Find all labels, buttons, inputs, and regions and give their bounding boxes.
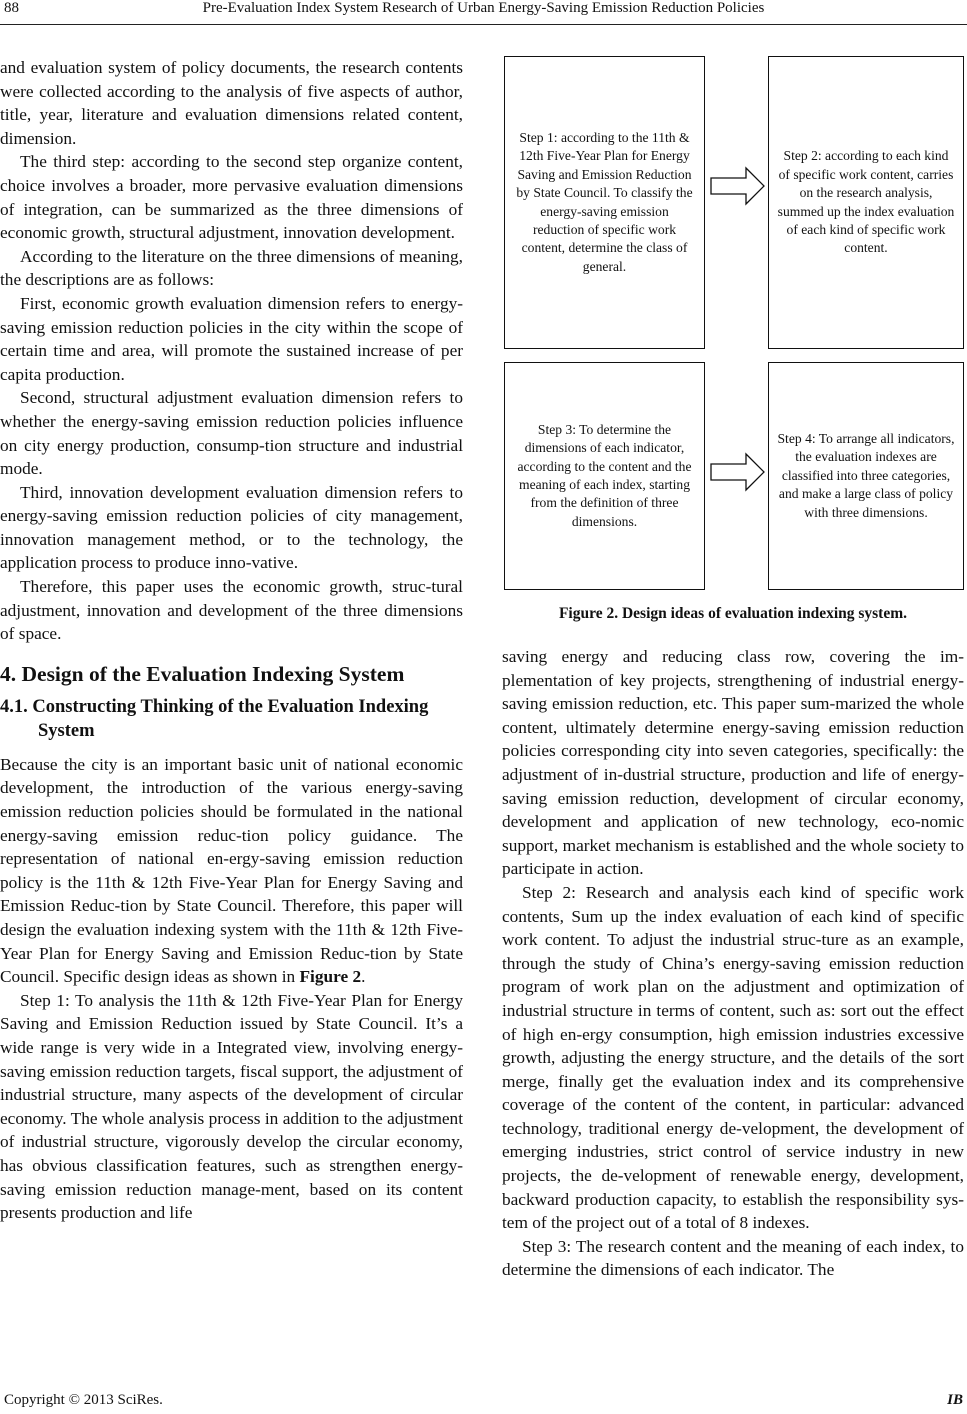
step-2-text: Step 2: according to each kind of specific work content, carries on the research analysis, summed up the index evaluation of each kind of specific work content.	[777, 148, 955, 256]
right-arrow-icon	[710, 452, 766, 492]
step-3-box	[504, 362, 705, 590]
paragraph: saving energy and reducing class row, covering the im-plementation of key projects, strengthening of industrial energy-saving emission reduction, etc. This paper sum-marized the whole content, ultimately determine energy-saving emission reduction policies corresponding city into seven categories, specifically: the adjustment of in-dustrial structure, production and life of energy-saving emission reduction, development of circular economy, development and application of new technology, eco-nomic support, market mechanism is established and the whole society to participate in action.	[502, 647, 964, 879]
right-arrow-icon	[710, 166, 766, 206]
section-heading: 4. Design of the Evaluation Indexing System	[0, 661, 405, 686]
figure-reference-link[interactable]: Figure 2	[299, 967, 362, 987]
paragraph-end: .	[361, 967, 366, 987]
paragraph: Therefore, this paper uses the economic growth, struc-tural adjustment, innovation and development of the three dimensions of space.	[0, 577, 463, 644]
paragraph: Second, structural adjustment evaluation dimension refers to whether the energy-saving emission reduction policies influence on city energy production, consump-tion structure and industrial mode.	[0, 388, 463, 479]
page-header	[0, 0, 967, 26]
paragraph: According to the literature on the three dimensions of meaning, the descriptions are as follows:	[0, 246, 463, 290]
journal-abbreviation: IB	[947, 1392, 963, 1408]
step-2-box	[768, 56, 964, 349]
paragraph: Third, innovation development evaluation dimension refers to energy-saving emission reduction policies of city management, innovation management method, or to the technology, the application process to produce inno-vative.	[0, 482, 463, 573]
step-4-text: Step 4: To arrange all indicators, the evaluation indexes are classified into three categories, and make a large class of policy with three dimensions.	[777, 430, 955, 520]
paragraph: Step 2: Research and analysis each kind of specific work contents, Sum up the index evaluation of each kind of specific work content. To adjust the industrial struc-ture as an example, through the study of China’s energy-saving emission reduction program of work plan on the adjustment and optimization of industrial structure in terms of content, such as: sort out the effect of high en-ergy consumption, high emission industries excessive growth, adjusting the energy structure, and the details of the sort merge, finally get the evaluation index and its comprehensive coverage of the content of the content, in particular: advanced technology, traditional energy de-velopment, the development of emerging industries, strict control of service industry in new projects, the de-velopment of renewable energy, development, backward production capacity, to establish the responsibility sys-tem of the project out of a total of 8 indexes.	[502, 882, 964, 1233]
subsection-heading: 4.1. Constructing Thinking of the Evaluation Indexing System	[0, 696, 429, 741]
paragraph: Step 3: The research content and the meaning of each index, to determine the dimensions of each indicator. The	[502, 1236, 964, 1280]
paragraph: The third step: according to the second step organize content, choice involves a broader, more pervasive evaluation dimensions of integration, can be summarized as the three dimensions of economic growth, structural adjustment, innovation development.	[0, 152, 463, 243]
step-3-text: Step 3: To determine the dimensions of each indicator, according to the content and the meaning of each index, starting from the definition of three dimensions.	[517, 421, 692, 529]
paragraph: and evaluation system of policy documents, the research contents were collected according to the analysis of five aspects of author, title, year, literature and evaluation dimensions related content, dimension.	[0, 58, 463, 148]
running-title: Pre-Evaluation Index System Research of Urban Energy-Saving Emission Reduction Policies	[202, 0, 765, 16]
paragraph	[0, 753, 463, 989]
page-number: 88	[4, 0, 19, 16]
left-column	[0, 56, 463, 1225]
page-footer	[0, 1392, 967, 1414]
figure-caption: Figure 2. Design ideas of evaluation indexing system.	[558, 605, 908, 622]
paragraph-text: Because the city is an important basic unit of national economic development, the introduction of the various energy-saving emission reduction policies should be formulated in the national energy-saving emission reduc-tion policy guidance. The representation of national en-ergy-saving emission reduction policy is the 11th & 12th Five-Year Plan for Energy Saving and Emission Reduc-tion by State Council. Therefore, this paper will design the evaluation indexing system with the 11th & 12th Five-Year Plan for Energy Saving and Emission Reduc-tion by State Council. Specific design ideas as shown in	[0, 754, 463, 987]
step-1-box	[504, 56, 705, 349]
header-rule	[0, 24, 967, 25]
step-1-text: Step 1: according to the 11th & 12th Five-Year Plan for Energy Saving and Emission Reduction by State Council. To classify the energy-saving emission reduction of specific work content, determine the class of general.	[516, 129, 693, 274]
step-4-box	[768, 362, 964, 590]
right-column	[502, 645, 964, 1282]
copyright-notice: Copyright © 2013 SciRes.	[4, 1392, 163, 1408]
paragraph: First, economic growth evaluation dimension refers to energy-saving emission reduction policies in the city within the scope of certain time and area, will promote the sustained increase of per capita production.	[0, 293, 463, 384]
figure-2	[502, 54, 964, 624]
paragraph: Step 1: To analysis the 11th & 12th Five-Year Plan for Energy Saving and Emission Reduction issued by State Council. It’s a wide range is very wide in a Integrated view, involving energy-saving emission reduction targets, fiscal support, the adjustment of industrial structure, many aspects of the development of circular economy. The whole analysis process in addition to the adjustment of industrial structure, vigorously develop the circular economy, has obvious classification features, such as strengthen energy-saving emission reduction manage-ment, based on its content presents production and life	[0, 990, 463, 1223]
